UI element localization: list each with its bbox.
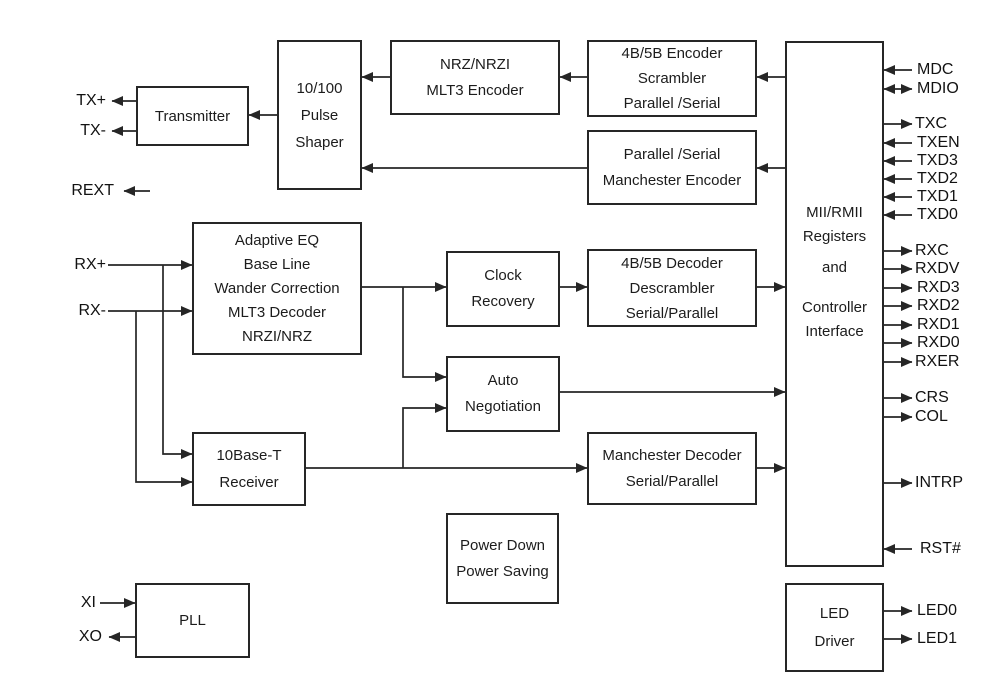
block-label: NRZI/NRZ (242, 327, 312, 345)
block-label: Clock (484, 267, 522, 284)
pin-label-rx-minus: RX- (78, 302, 106, 319)
block-label: Parallel /Serial (623, 95, 721, 112)
pin-label-tx-plus: TX+ (76, 92, 106, 109)
pin-label-rxc: RXC (915, 242, 949, 259)
block-label: Serial/Parallel (625, 472, 719, 490)
block-label: Controller (801, 299, 868, 316)
block-label: Auto (487, 372, 519, 389)
pin-label-xi: XI (80, 594, 96, 611)
block-10baset-receiver (192, 432, 306, 506)
pin-label-txen: TXEN (917, 134, 960, 151)
block-label: Recovery (471, 293, 535, 310)
block-label: Shaper (295, 133, 344, 151)
block-label: Receiver (219, 474, 279, 491)
block-label: 4B/5B Encoder (621, 45, 723, 62)
pin-label-rst: RST# (920, 540, 961, 557)
pin-label-rxd2: RXD2 (917, 297, 960, 314)
block-label: Negotiation (465, 398, 541, 415)
pin-label-mdio: MDIO (917, 80, 959, 97)
pin-label-rxer: RXER (915, 353, 960, 370)
block-label: Wander Correction (214, 279, 340, 297)
block-label: and (821, 259, 848, 276)
block-label: Transmitter (154, 107, 231, 125)
block-clock-recovery (446, 251, 560, 327)
block-label: Interface (805, 323, 864, 340)
block-label: Manchester Decoder (602, 446, 742, 464)
pin-label-tx-minus: TX- (80, 122, 106, 139)
pin-label-rxd0: RXD0 (917, 334, 960, 351)
pin-label-led1: LED1 (917, 630, 958, 647)
block-mii-rmii-registers (785, 41, 884, 567)
block-label: Adaptive EQ (234, 231, 320, 249)
block-auto-negotiation (446, 356, 560, 432)
block-label: MLT3 Encoder (426, 81, 524, 99)
block-label: Base Line (243, 255, 311, 273)
block-label: Manchester Encoder (602, 171, 742, 189)
pin-label-rxd1: RXD1 (917, 316, 960, 333)
block-label: 4B/5B Decoder (621, 254, 723, 272)
pin-label-txd0: TXD0 (917, 206, 958, 223)
pin-label-rxdv: RXDV (915, 260, 960, 277)
block-label: MII/RMII (806, 204, 863, 221)
block-adaptive-eq (192, 222, 362, 355)
pin-label-txc: TXC (915, 115, 947, 132)
pin-label-col: COL (915, 408, 948, 425)
pin-label-txd3: TXD3 (917, 152, 958, 169)
block-nrz-mlt3-encoder (390, 40, 560, 115)
block-label: Parallel /Serial (623, 145, 721, 163)
block-label: 10/100 (296, 79, 343, 97)
block-pulse-shaper (277, 40, 362, 190)
block-label: Serial/Parallel (625, 304, 719, 322)
block-label: Power Down (459, 536, 546, 554)
pin-label-rx-plus: RX+ (74, 256, 106, 273)
block-pll (135, 583, 250, 658)
block-label: Scrambler (637, 70, 707, 87)
block-manchester-encoder (587, 130, 757, 205)
block-label: Power Saving (456, 562, 549, 580)
pin-label-txd1: TXD1 (917, 188, 958, 205)
block-label: LED (819, 604, 850, 622)
pin-label-rxd3: RXD3 (917, 279, 960, 296)
block-power-down (446, 513, 559, 604)
block-label: Descrambler (629, 279, 715, 297)
pin-label-led0: LED0 (917, 602, 958, 619)
block-4b5b-decoder (587, 249, 757, 327)
block-label: Pulse (300, 106, 339, 124)
block-label: MLT3 Decoder (227, 303, 327, 321)
block-4b5b-encoder (587, 40, 757, 117)
block-manchester-decoder (587, 432, 757, 505)
block-label: Registers (802, 228, 867, 245)
block-label: PLL (179, 612, 206, 629)
block-label: NRZ/NRZI (440, 55, 510, 73)
block-label: 10Base-T (216, 447, 282, 464)
pin-label-xo: XO (78, 628, 102, 645)
block-label: Driver (814, 632, 855, 650)
block-led-driver (785, 583, 884, 672)
block-transmitter (136, 86, 249, 146)
pin-label-mdc: MDC (917, 61, 954, 78)
pin-label-txd2: TXD2 (917, 170, 958, 187)
pin-label-intrp: INTRP (915, 474, 963, 491)
pin-label-crs: CRS (915, 389, 949, 406)
pin-label-rext: REXT (71, 182, 114, 199)
